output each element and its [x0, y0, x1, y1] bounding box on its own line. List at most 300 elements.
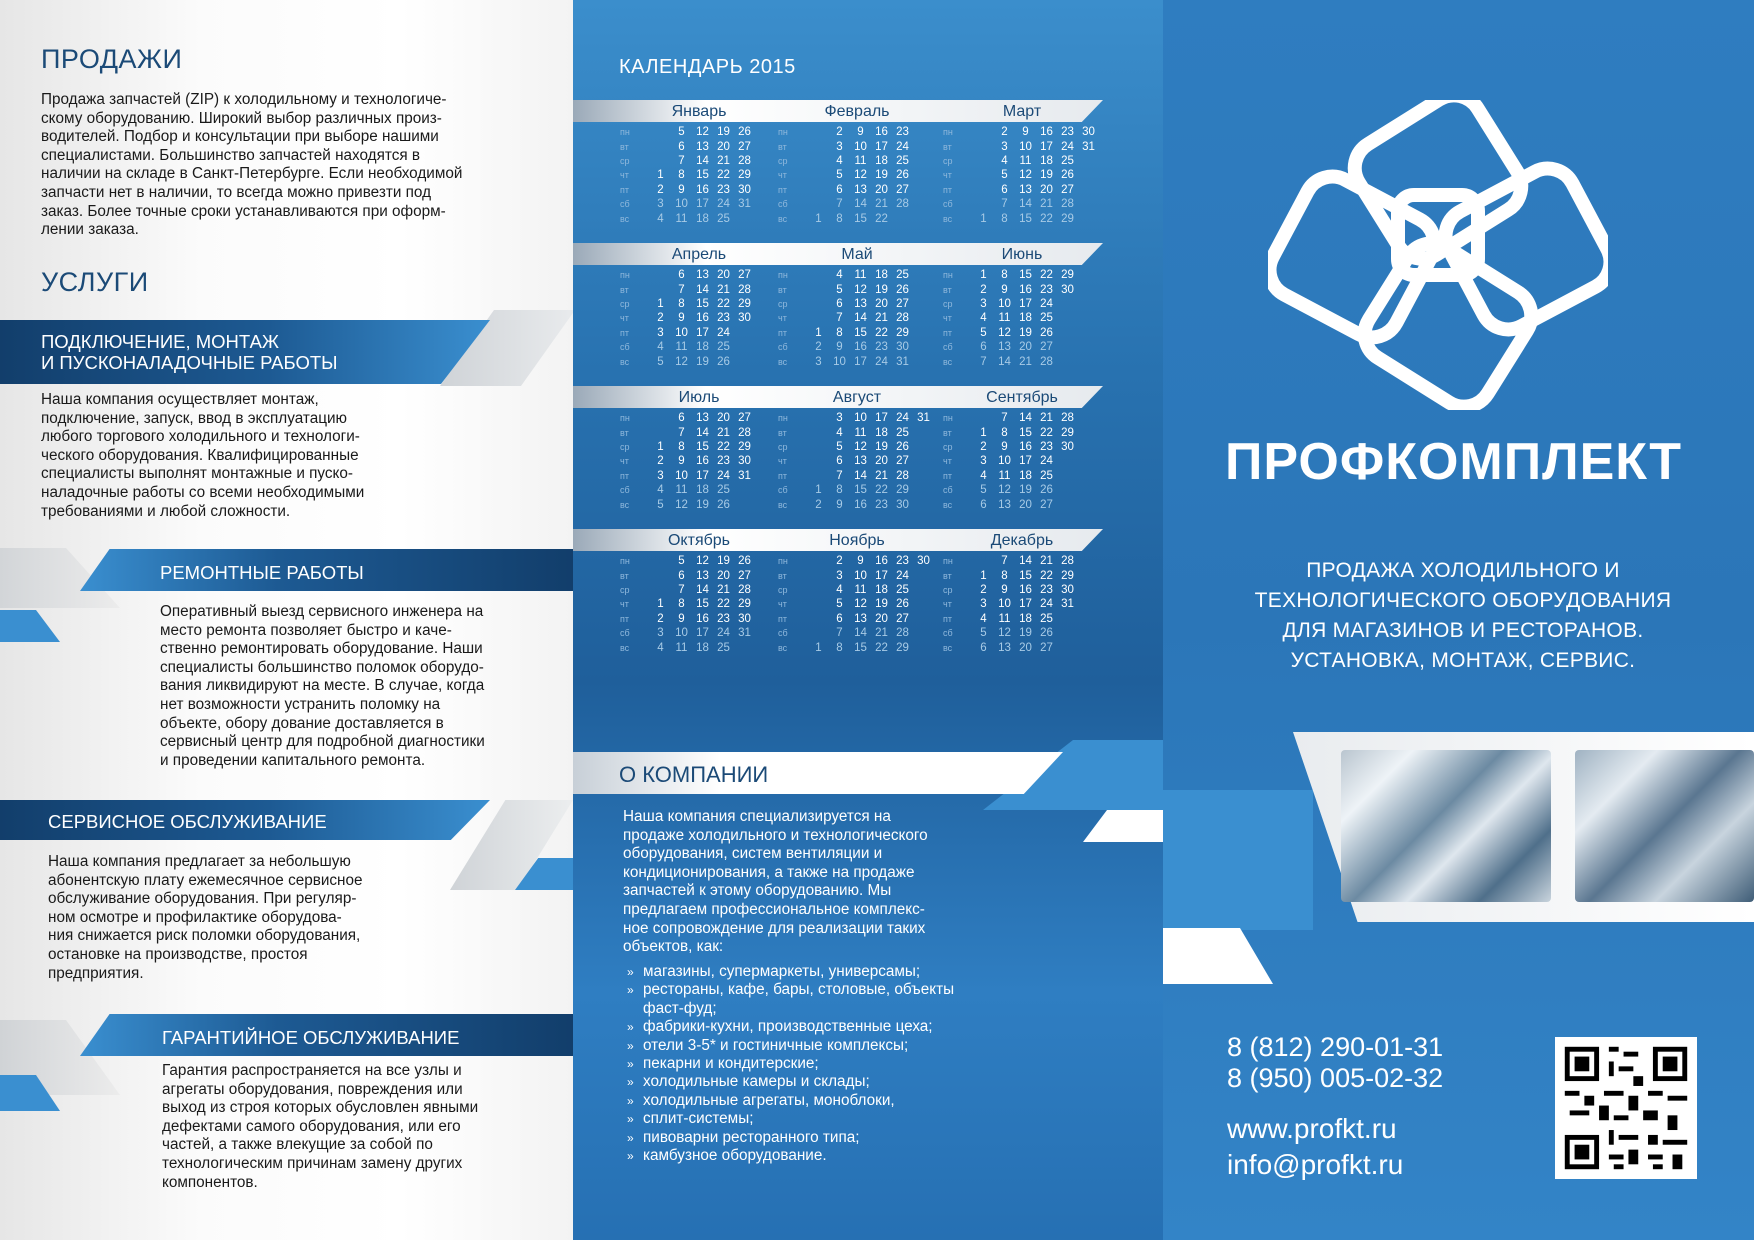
month-grid: [943, 125, 1101, 226]
day-cell: 13: [854, 297, 867, 310]
day-label: сб: [943, 485, 953, 496]
day-label: пт: [943, 470, 952, 481]
day-cell: 25: [717, 212, 730, 225]
day-cell: 28: [738, 583, 751, 596]
service-text: Оперативный выезд сервисного инженера на место ремонта позволяет быстро и каче- ственно ремонтировать оборудование. Наши специалисты большинство поломок оборудо- вания ликвидируют на месте. В случае, когда нет возможности устранить поломку на объекте, обору дование доставляется в сервисный центр для подробной диагностики и проведении капитального ремонта.: [160, 603, 485, 769]
day-cell: 10: [675, 469, 688, 482]
about-title: О КОМПАНИИ: [619, 762, 769, 787]
day-cell: 13: [696, 569, 709, 582]
day-label: пт: [620, 470, 629, 481]
day-cell: 26: [896, 440, 909, 453]
day-cell: 21: [875, 627, 888, 640]
day-cell: 14: [998, 355, 1011, 368]
day-label: ср: [778, 584, 788, 595]
day-cell: 27: [738, 269, 751, 282]
day-cell: 5: [836, 169, 843, 182]
day-cell: 10: [675, 198, 688, 211]
day-cell: 21: [875, 469, 888, 482]
day-cell: 20: [717, 140, 730, 153]
day-cell: 11: [854, 426, 867, 439]
day-cell: 30: [1061, 583, 1074, 596]
day-label: ср: [943, 298, 953, 309]
day-cell: 21: [717, 283, 730, 296]
day-cell: 30: [1061, 440, 1074, 453]
day-cell: 12: [675, 355, 688, 368]
day-cell: 7: [836, 198, 843, 211]
day-cell: 3: [1001, 140, 1008, 153]
calendar-week-row: [943, 354, 1101, 368]
day-label: пн: [778, 127, 788, 138]
day-label: чт: [943, 170, 952, 181]
day-cell: 27: [896, 297, 909, 310]
day-cell: 27: [896, 183, 909, 196]
day-cell: 9: [836, 341, 843, 354]
day-label: пт: [943, 327, 952, 338]
day-cell: 22: [717, 598, 730, 611]
day-cell: 21: [1040, 198, 1053, 211]
day-cell: 24: [1040, 455, 1053, 468]
day-cell: 9: [678, 312, 685, 325]
day-label: пт: [778, 613, 787, 624]
day-label: вс: [778, 213, 788, 224]
day-cell: 24: [717, 326, 730, 339]
day-cell: 1: [980, 269, 987, 282]
email-link[interactable]: info@profkt.ru: [1227, 1149, 1404, 1180]
day-cell: 26: [1040, 627, 1053, 640]
calendar-week-row: [778, 183, 936, 197]
day-cell: 8: [678, 440, 685, 453]
day-cell: 11: [854, 154, 867, 167]
equipment-photo: [1341, 750, 1551, 902]
tagline: ПРОДАЖА ХОЛОДИЛЬНОГО И ТЕХНОЛОГИЧЕСКОГО ОБОРУДОВАНИЯ ДЛЯ МАГАЗИНОВ И РЕСТОРАНОВ. УСТАНОВКА, МОНТАЖ, СЕРВИС.: [1254, 559, 1672, 672]
day-cell: 24: [717, 469, 730, 482]
service-title: ГАРАНТИЙНОЕ ОБСЛУЖИВАНИЕ: [162, 1027, 460, 1048]
left-panel: [0, 0, 573, 1240]
day-cell: 15: [854, 484, 867, 497]
day-cell: 23: [875, 498, 888, 511]
month-name: Февраль: [824, 103, 890, 120]
day-cell: 13: [854, 455, 867, 468]
calendar-week-row: [620, 411, 778, 425]
day-cell: 26: [1040, 484, 1053, 497]
day-cell: 17: [696, 198, 709, 211]
day-cell: 25: [896, 154, 909, 167]
calendar-week-row: [778, 583, 936, 597]
website-link[interactable]: www.profkt.ru: [1227, 1113, 1397, 1144]
calendar-week-row: [943, 583, 1101, 597]
day-cell: 12: [696, 555, 709, 568]
day-cell: 25: [896, 269, 909, 282]
day-cell: 24: [1040, 297, 1053, 310]
day-cell: 21: [717, 154, 730, 167]
day-cell: 11: [998, 612, 1011, 625]
day-cell: 3: [836, 569, 843, 582]
calendar-week-row: [943, 125, 1101, 139]
day-cell: 23: [717, 183, 730, 196]
day-cell: 23: [1040, 283, 1053, 296]
day-label: сб: [778, 342, 788, 353]
month-grid: [620, 554, 778, 655]
day-cell: 24: [875, 355, 888, 368]
day-label: чт: [943, 456, 952, 467]
month-grid: [943, 411, 1101, 512]
day-cell: 26: [717, 498, 730, 511]
calendar-week-row: [778, 139, 936, 153]
month-grid: [778, 554, 936, 655]
day-cell: 18: [875, 583, 888, 596]
day-cell: 17: [1019, 455, 1032, 468]
month-name: Август: [832, 389, 882, 406]
day-cell: 1: [980, 426, 987, 439]
day-cell: 17: [854, 355, 867, 368]
day-cell: 4: [657, 484, 664, 497]
day-cell: 3: [657, 326, 664, 339]
day-label: ср: [778, 441, 788, 452]
day-cell: 20: [1040, 183, 1053, 196]
day-cell: 26: [738, 555, 751, 568]
month-name: Июль: [678, 389, 720, 406]
list-item: » камбузное оборудование.: [627, 1147, 827, 1165]
day-cell: 9: [1001, 583, 1008, 596]
day-cell: 29: [738, 598, 751, 611]
day-label: чт: [943, 313, 952, 324]
day-cell: 8: [678, 297, 685, 310]
service-text: Гарантия распространяется на все узлы и агрегаты оборудования, повреждения или выход из строя которых обусловлен явными дефектами самого оборудования, или его частей, а также влекущие за собой по технологическим причинам замену других компонентов.: [162, 1062, 479, 1191]
day-cell: 15: [854, 641, 867, 654]
month-name: Апрель: [671, 246, 727, 263]
day-cell: 2: [836, 555, 843, 568]
day-label: вс: [620, 499, 630, 510]
day-cell: 25: [717, 641, 730, 654]
month-name: Сентябрь: [986, 389, 1058, 406]
day-cell: 30: [1082, 126, 1095, 139]
day-cell: 23: [717, 312, 730, 325]
day-cell: 9: [678, 455, 685, 468]
day-cell: 3: [657, 627, 664, 640]
day-cell: 23: [717, 612, 730, 625]
day-cell: 19: [875, 283, 888, 296]
month-grid: [778, 411, 936, 512]
day-label: вт: [778, 427, 787, 438]
day-cell: 24: [717, 198, 730, 211]
day-cell: 1: [657, 297, 664, 310]
day-cell: 26: [1061, 169, 1074, 182]
list-item: » сплит-системы;: [627, 1110, 754, 1128]
day-cell: 20: [717, 569, 730, 582]
day-label: пн: [620, 270, 630, 281]
calendar-week-row: [778, 340, 936, 354]
day-cell: 18: [875, 269, 888, 282]
day-label: пн: [620, 413, 630, 424]
calendar-week-row: [620, 626, 778, 640]
day-cell: 6: [678, 569, 685, 582]
day-cell: 20: [717, 412, 730, 425]
day-label: вс: [778, 356, 788, 367]
calendar-week-row: [943, 454, 1101, 468]
calendar-week-row: [778, 168, 936, 182]
day-cell: 5: [980, 627, 987, 640]
day-cell: 4: [836, 426, 843, 439]
day-cell: 27: [1061, 183, 1074, 196]
calendar-week-row: [620, 440, 778, 454]
day-cell: 20: [1019, 498, 1032, 511]
day-cell: 13: [854, 183, 867, 196]
calendar-week-row: [943, 183, 1101, 197]
chevron-right-icon: »: [627, 1112, 634, 1127]
day-cell: 8: [678, 169, 685, 182]
day-cell: 25: [896, 583, 909, 596]
month-grid: [620, 411, 778, 512]
day-cell: 5: [678, 555, 685, 568]
day-cell: 17: [875, 140, 888, 153]
day-cell: 5: [980, 326, 987, 339]
day-label: вс: [620, 356, 630, 367]
calendar-week-row: [943, 139, 1101, 153]
calendar-week-row: [620, 354, 778, 368]
day-cell: 28: [896, 627, 909, 640]
chevron-right-icon: »: [627, 1057, 634, 1072]
chevron-right-icon: »: [627, 1130, 634, 1145]
day-cell: 8: [1001, 569, 1008, 582]
calendar-week-row: [943, 640, 1101, 654]
day-cell: 5: [836, 283, 843, 296]
day-cell: 23: [896, 555, 909, 568]
day-cell: 25: [717, 341, 730, 354]
calendar-week-row: [943, 483, 1101, 497]
day-cell: 11: [675, 641, 688, 654]
day-cell: 19: [1019, 326, 1032, 339]
month-grid: [620, 125, 778, 226]
month-grid: [620, 268, 778, 369]
day-label: сб: [943, 628, 953, 639]
day-cell: 21: [1019, 355, 1032, 368]
calendar-week-row: [620, 125, 778, 139]
day-label: пт: [620, 184, 629, 195]
day-label: сб: [778, 199, 788, 210]
day-cell: 29: [896, 484, 909, 497]
day-label: ср: [943, 441, 953, 452]
day-label: ср: [620, 441, 630, 452]
day-cell: 14: [1019, 198, 1032, 211]
day-cell: 7: [678, 426, 685, 439]
day-cell: 29: [896, 641, 909, 654]
day-cell: 9: [1001, 283, 1008, 296]
day-cell: 1: [657, 169, 664, 182]
day-cell: 5: [836, 598, 843, 611]
calendar-week-row: [943, 311, 1101, 325]
list-item: » холодильные агрегаты, моноблоки,: [627, 1091, 895, 1109]
day-cell: 10: [1019, 140, 1032, 153]
day-label: вт: [778, 284, 787, 295]
day-cell: 30: [1061, 283, 1074, 296]
calendar-week-row: [778, 497, 936, 511]
day-label: пн: [943, 556, 953, 567]
calendar-week-row: [778, 469, 936, 483]
day-cell: 2: [657, 455, 664, 468]
day-cell: 29: [1061, 569, 1074, 582]
day-cell: 2: [657, 183, 664, 196]
day-cell: 12: [854, 169, 867, 182]
day-cell: 19: [717, 126, 730, 139]
calendar-week-row: [620, 469, 778, 483]
day-cell: 3: [980, 297, 987, 310]
calendar-week-row: [620, 139, 778, 153]
calendar-week-row: [620, 340, 778, 354]
calendar-week-row: [620, 168, 778, 182]
day-cell: 8: [836, 212, 843, 225]
day-cell: 12: [696, 126, 709, 139]
calendar-week-row: [943, 626, 1101, 640]
day-cell: 17: [1040, 140, 1053, 153]
day-cell: 7: [678, 154, 685, 167]
day-cell: 18: [1040, 154, 1053, 167]
qr-code-icon: [1555, 1037, 1697, 1179]
day-label: ср: [778, 155, 788, 166]
day-cell: 13: [696, 269, 709, 282]
day-cell: 12: [675, 498, 688, 511]
day-label: вт: [943, 284, 952, 295]
chevron-right-icon: »: [627, 983, 634, 998]
day-cell: 27: [738, 569, 751, 582]
day-cell: 23: [875, 341, 888, 354]
month-name: Март: [1002, 103, 1042, 120]
day-cell: 29: [738, 169, 751, 182]
day-cell: 25: [1040, 469, 1053, 482]
day-cell: 17: [696, 627, 709, 640]
day-cell: 7: [678, 283, 685, 296]
day-cell: 13: [998, 498, 1011, 511]
day-cell: 2: [980, 440, 987, 453]
day-cell: 16: [696, 455, 709, 468]
day-cell: 31: [738, 198, 751, 211]
month-grid: [778, 268, 936, 369]
day-label: пт: [778, 470, 787, 481]
calendar-week-row: [778, 326, 936, 340]
day-cell: 28: [1061, 198, 1074, 211]
calendar-week-row: [778, 454, 936, 468]
day-cell: 9: [857, 555, 864, 568]
month-grid: [943, 554, 1101, 655]
day-cell: 24: [896, 140, 909, 153]
day-cell: 31: [738, 469, 751, 482]
calendar-week-row: [778, 297, 936, 311]
day-cell: 2: [657, 312, 664, 325]
day-cell: 2: [815, 341, 822, 354]
calendar-week-row: [778, 125, 936, 139]
day-label: вт: [943, 570, 952, 581]
day-cell: 30: [738, 183, 751, 196]
chevron-right-icon: »: [627, 1149, 634, 1164]
day-cell: 11: [998, 312, 1011, 325]
day-cell: 10: [675, 326, 688, 339]
day-cell: 22: [875, 326, 888, 339]
day-cell: 12: [854, 283, 867, 296]
day-label: сб: [943, 342, 953, 353]
day-cell: 2: [980, 283, 987, 296]
day-cell: 15: [696, 440, 709, 453]
day-label: сб: [778, 485, 788, 496]
calendar-week-row: [943, 197, 1101, 211]
day-cell: 22: [717, 297, 730, 310]
day-label: вт: [778, 570, 787, 581]
day-cell: 15: [1019, 426, 1032, 439]
day-cell: 22: [1040, 269, 1053, 282]
day-cell: 14: [696, 426, 709, 439]
day-cell: 16: [854, 341, 867, 354]
calendar-week-row: [778, 640, 936, 654]
calendar-week-row: [778, 425, 936, 439]
day-cell: 21: [875, 312, 888, 325]
day-cell: 14: [696, 283, 709, 296]
decor-shape: [1163, 790, 1313, 930]
day-label: сб: [620, 342, 630, 353]
calendar-week-row: [778, 626, 936, 640]
day-cell: 8: [836, 484, 843, 497]
day-cell: 13: [1019, 183, 1032, 196]
day-cell: 15: [1019, 212, 1032, 225]
day-cell: 3: [657, 469, 664, 482]
day-label: сб: [943, 199, 953, 210]
day-cell: 10: [998, 598, 1011, 611]
day-cell: 18: [696, 484, 709, 497]
day-cell: 9: [857, 126, 864, 139]
day-cell: 4: [657, 641, 664, 654]
day-label: сб: [620, 485, 630, 496]
day-cell: 26: [896, 598, 909, 611]
day-cell: 6: [678, 412, 685, 425]
day-cell: 13: [696, 412, 709, 425]
day-cell: 24: [896, 569, 909, 582]
month-name: Январь: [671, 103, 727, 120]
phone-number[interactable]: 8 (812) 290-01-31: [1227, 1032, 1444, 1062]
day-cell: 3: [815, 355, 822, 368]
calendar-week-row: [778, 354, 936, 368]
calendar-week-row: [778, 154, 936, 168]
day-cell: 26: [896, 169, 909, 182]
day-cell: 11: [675, 341, 688, 354]
calendar-week-row: [778, 282, 936, 296]
about-list: [623, 963, 1023, 1165]
day-cell: 4: [980, 612, 987, 625]
day-cell: 10: [854, 140, 867, 153]
day-cell: 19: [696, 498, 709, 511]
list-item: » рестораны, кафе, бары, столовые, объекты фаст-фуд;: [627, 981, 955, 1017]
day-cell: 29: [738, 297, 751, 310]
day-cell: 26: [738, 126, 751, 139]
day-cell: 14: [854, 627, 867, 640]
day-cell: 3: [836, 140, 843, 153]
day-label: пт: [943, 613, 952, 624]
day-cell: 4: [657, 212, 664, 225]
month-name: Декабрь: [990, 532, 1054, 549]
day-label: пт: [943, 184, 952, 195]
day-cell: 18: [1019, 312, 1032, 325]
phone-number[interactable]: 8 (950) 005-02-32: [1227, 1063, 1444, 1093]
day-cell: 15: [1019, 269, 1032, 282]
day-cell: 17: [875, 569, 888, 582]
day-label: чт: [778, 456, 787, 467]
service-text: Наша компания осуществляет монтаж, подключение, запуск, ввод в эксплуатацию любого торгового холодильного и технологи- ческого оборудования. Квалифицированные специалисты выполнят монтажные и пуско- наладочные работы со всеми необходимыми требованиями и любой сложности.: [41, 391, 365, 520]
calendar-week-row: [620, 183, 778, 197]
day-cell: 18: [1019, 469, 1032, 482]
day-cell: 26: [896, 283, 909, 296]
day-cell: 12: [998, 326, 1011, 339]
calendar-week-row: [778, 311, 936, 325]
day-cell: 31: [738, 627, 751, 640]
month-name: Май: [841, 246, 873, 263]
day-cell: 12: [854, 440, 867, 453]
list-item: » пивоварни ресторанного типа;: [627, 1128, 860, 1146]
